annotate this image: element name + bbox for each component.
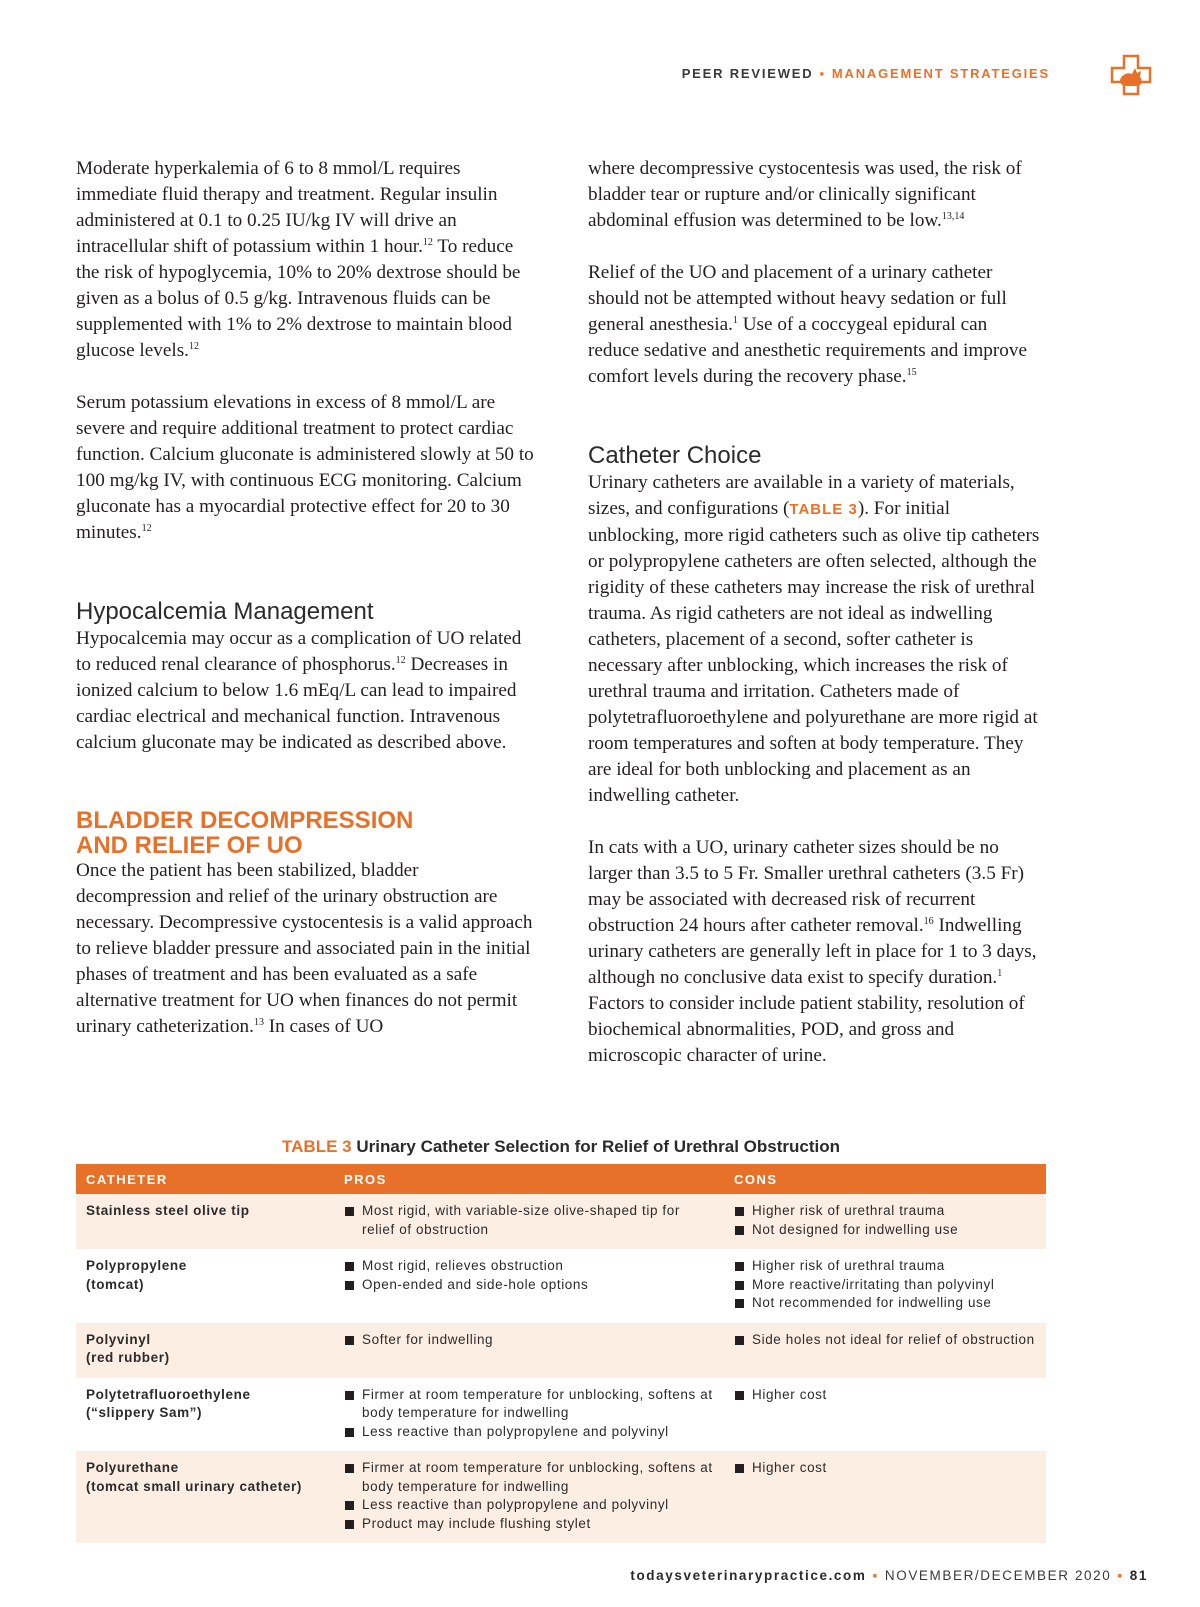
cons-bullet-item: More reactive/irritating than polyvinyl [734, 1276, 1036, 1295]
catheter-name-line: (“slippery Sam”) [86, 1405, 203, 1420]
column-header-cons: CONS [724, 1164, 1046, 1194]
pros-bullet-item: Product may include flushing stylet [344, 1515, 714, 1534]
cons-cell [724, 1451, 1046, 1543]
cons-bullet-item: Side holes not ideal for relief of obstruction [734, 1331, 1036, 1350]
paragraph-catheter-choice: Urinary catheters are available in a variety of materials, sizes, and configurations (TABLE 3). For initial unblocking, more rigid catheters such as olive tip catheters or polypropylene catheters are often selected, although the rigidity of these catheters may increase the risk of urethral trauma. As rigid catheters are not ideal as indwelling catheters, placement of a second, softer catheter is necessary after unblocking, which increases the risk of urethral trauma and irritation. Catheters made of polytetrafluoroethylene and polyurethane are more rigid at room temperatures and soften at body temperature. They are ideal for both unblocking and placement as an indwelling catheter. [588, 472, 1040, 806]
pros-bullet-item: Less reactive than polypropylene and polyvinyl [344, 1423, 714, 1442]
footer-site-link[interactable]: todaysveterinarypractice.com [630, 1568, 867, 1583]
pros-bullet-item: Less reactive than polypropylene and polyvinyl [344, 1496, 714, 1515]
table-caption [76, 1137, 1046, 1157]
catheter-selection-table [76, 1164, 1046, 1543]
cons-bullet-item: Higher cost [734, 1459, 1036, 1478]
pros-bullet-item: Most rigid, with variable-size olive-shaped tip for relief of obstruction [344, 1202, 714, 1239]
pros-cell [334, 1323, 724, 1378]
paragraph-catheter-size: In cats with a UO, urinary catheter sizes should be no larger than 3.5 to 5 Fr. Smaller urethral catheters (3.5 Fr) may be associated with decreased risk of recurrent obstruction 24 hours after catheter removal.$^{16}$ Indwelling urinary catheters are generally left in place for 1 to 3 days, although no conclusive data exist to specify duration.$^1$ Factors to consider include patient stability, resolution of biochemical abnormalities, POD, and gross and microscopic character of urine. [588, 837, 1037, 1066]
paragraph-hyperkalemia-moderate: Moderate hyperkalemia of 6 to 8 mmol/L requires immediate fluid therapy and treatment. Regular insulin administered at 0.1 to 0.25 IU/kg IV will drive an intracellular shift of potassium within 1 hour.$^{12}$ To reduce the risk of hypoglycemia, 10% to 20% dextrose should be given as a bolus of 0.5 g/kg. Intravenous fluids can be supplemented with 1% to 2% dextrose to maintain blood glucose levels.$^{12}$ [76, 158, 521, 361]
table-label: TABLE 3 [282, 1137, 352, 1156]
paragraph-hyperkalemia-severe: Serum potassium elevations in excess of 8 mmol/L are severe and require additional treatment to protect cardiac function. Calcium gluconate is administered slowly at 50 to 100 mg/kg IV, with continuous ECG monitoring. Calcium gluconate has a myocardial protective effect for 20 to 30 minutes.$^{12}$ [76, 392, 534, 543]
paragraph-bladder-decompression: Once the patient has been stabilized, bladder decompression and relief of the urinary obstruction are necessary. Decompressive cystocentesis is a valid approach to relieve bladder pressure and associated pain in the initial phases of treatment and has been evaluated as a safe alternative treatment for UO when finances do not permit urinary catheterization.$^{13}$ In cases of UO [76, 860, 533, 1037]
footer-separator-2: ▪ [1117, 1568, 1124, 1583]
catheter-name-line: (tomcat small urinary catheter) [86, 1478, 302, 1494]
cons-cell [724, 1378, 1046, 1452]
paragraph-cystocentesis-risk: where decompressive cystocentesis was used, the risk of bladder tear or rupture and/or clinically significant abdominal effusion was determined to be low.$^{13,14}$ [588, 158, 1022, 231]
pros-bullet-item: Firmer at room temperature for unblocking, softens at body temperature for indwelling [344, 1459, 714, 1496]
cons-bullet-item: Not designed for indwelling use [734, 1221, 1036, 1240]
paragraph-sedation: Relief of the UO and placement of a urinary catheter should not be attempted without heavy sedation or full general anesthesia.$^1$ Use of a coccygeal epidural can reduce sedative and anesthetic requirements and improve comfort levels during the recovery phase.$^{15}$ [588, 262, 1027, 387]
cons-bullet-item: Higher risk of urethral trauma [734, 1257, 1036, 1276]
paragraph-hypocalcemia: Hypocalcemia may occur as a complication of UO related to reduced renal clearance of phosphorus.$^{12}$ Decreases in ionized calcium to below 1.6 mEq/L can lead to impaired cardiac electrical and mechanical function. Intravenous calcium gluconate may be indicated as described above. [76, 628, 522, 753]
header-separator: ▪ [819, 66, 826, 81]
catheter-name-line: Polytetrafluoroethylene [86, 1386, 251, 1402]
table-3-reference-link[interactable]: TABLE 3 [789, 501, 858, 518]
cons-cell [724, 1249, 1046, 1323]
catheter-name-line: Polyurethane [86, 1460, 179, 1475]
pros-cell [334, 1249, 724, 1323]
catheter-name-cell [76, 1323, 334, 1378]
cons-cell [724, 1194, 1046, 1249]
heading-hypocalcemia: Hypocalcemia Management [76, 598, 374, 625]
page-number: 81 [1129, 1568, 1148, 1583]
catheter-name-line: Polyvinyl [86, 1331, 151, 1347]
pros-cell [334, 1378, 724, 1452]
pros-cell [334, 1194, 724, 1249]
column-header-pros: PROS [334, 1164, 724, 1194]
running-header [682, 66, 1050, 81]
catheter-name-line: (tomcat) [86, 1276, 145, 1292]
footer-issue: NOVEMBER/DECEMBER 2020 [884, 1568, 1112, 1583]
catheter-name-line: Stainless steel olive tip [86, 1203, 250, 1218]
catheter-name-cell [76, 1378, 334, 1452]
catheter-name-cell [76, 1451, 334, 1543]
table-row [76, 1194, 1046, 1249]
table-row [76, 1249, 1046, 1323]
catheter-name-cell [76, 1194, 334, 1249]
table-row [76, 1378, 1046, 1452]
header-section: PEER REVIEWED [681, 66, 814, 81]
pros-bullet-item: Most rigid, relieves obstruction [344, 1257, 714, 1276]
cons-bullet-item: Not recommended for indwelling use [734, 1294, 1036, 1313]
table-header-row [76, 1164, 1046, 1194]
catheter-name-line: (red rubber) [86, 1350, 170, 1365]
header-category: MANAGEMENT STRATEGIES [831, 66, 1050, 81]
right-column [588, 156, 1043, 1095]
cons-bullet-item: Higher risk of urethral trauma [734, 1202, 1036, 1221]
catheter-name-line: Polypropylene [86, 1258, 187, 1273]
left-column [76, 156, 536, 1066]
page-footer [630, 1568, 1148, 1583]
heading-catheter-choice: Catheter Choice [588, 442, 762, 469]
pros-bullet-item: Firmer at room temperature for unblocking, softens at body temperature for indwelling [344, 1386, 714, 1423]
heading-bladder-decompression: BLADDER DECOMPRESSION AND RELIEF OF UO [76, 807, 414, 859]
table-title: Urinary Catheter Selection for Relief of Urethral Obstruction [356, 1137, 840, 1156]
catheter-name-cell [76, 1249, 334, 1323]
pros-bullet-item: Open-ended and side-hole options [344, 1276, 714, 1295]
cons-cell [724, 1323, 1046, 1378]
table-row [76, 1451, 1046, 1543]
pros-cell [334, 1451, 724, 1543]
cons-bullet-item: Higher cost [734, 1386, 1036, 1405]
vet-cross-logo-icon [1108, 52, 1154, 98]
table-row [76, 1323, 1046, 1378]
footer-separator-1: ▪ [872, 1568, 879, 1583]
pros-bullet-item: Softer for indwelling [344, 1331, 714, 1350]
column-header-catheter: CATHETER [76, 1164, 334, 1194]
